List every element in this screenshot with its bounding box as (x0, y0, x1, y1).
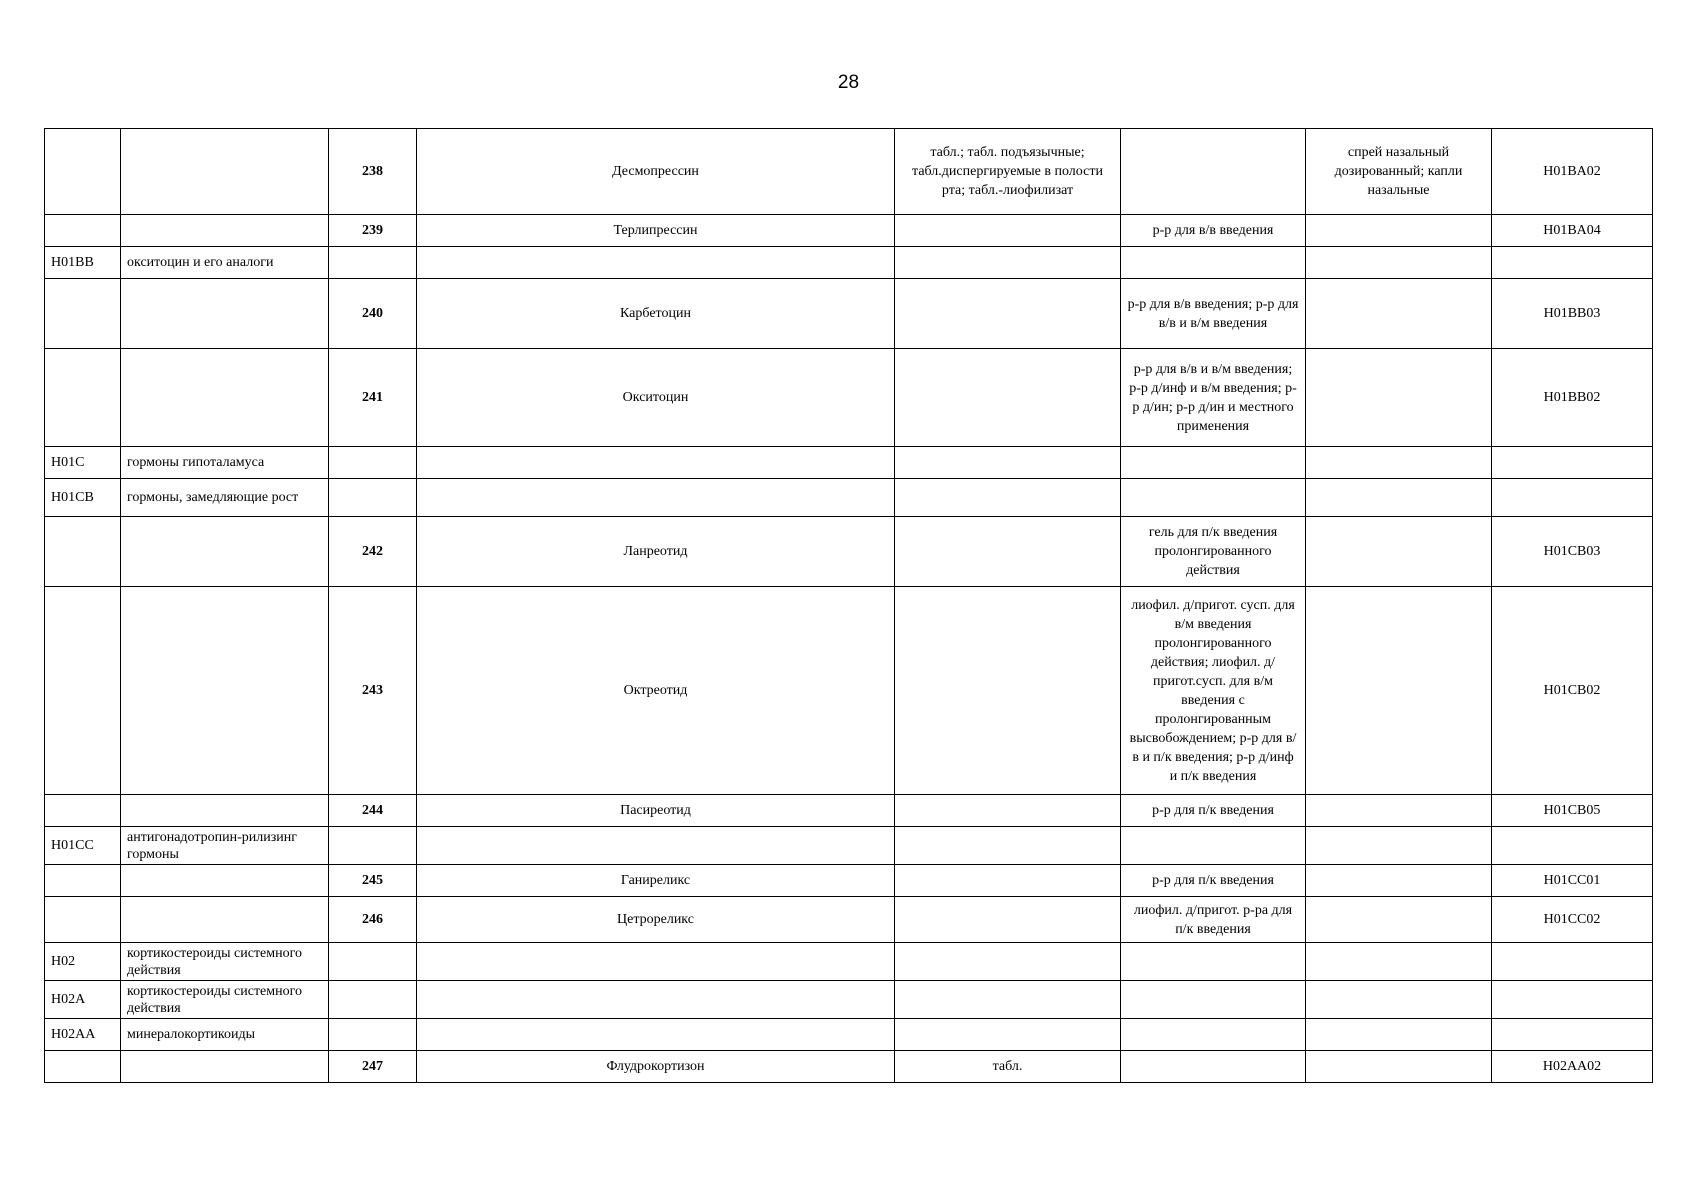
row-number: 246 (329, 897, 417, 943)
atc-group-code (45, 795, 121, 827)
dosage-form-col2: гель для п/к введения пролонгированного действия (1121, 517, 1306, 587)
drug-name (417, 247, 895, 279)
dosage-form-col3 (1306, 517, 1492, 587)
atc-code: H01CC01 (1492, 865, 1653, 897)
dosage-form-col3 (1306, 795, 1492, 827)
atc-group-name: кортикостероиды системного действия (121, 981, 329, 1019)
atc-group-name (121, 587, 329, 795)
atc-code: H02AA02 (1492, 1051, 1653, 1083)
dosage-form-col3 (1306, 897, 1492, 943)
drug-name (417, 981, 895, 1019)
atc-code (1492, 827, 1653, 865)
atc-code: H01CC02 (1492, 897, 1653, 943)
dosage-form-col2: р-р для в/в введения; р-р для в/в и в/м введения (1121, 279, 1306, 349)
atc-group-name (121, 897, 329, 943)
atc-group-name (121, 517, 329, 587)
atc-group-code (45, 897, 121, 943)
atc-code: H01BB02 (1492, 349, 1653, 447)
row-number: 247 (329, 1051, 417, 1083)
table-row (45, 1051, 1653, 1083)
table-row (45, 865, 1653, 897)
row-number (329, 943, 417, 981)
dosage-form-col3 (1306, 981, 1492, 1019)
atc-code (1492, 943, 1653, 981)
atc-group-name (121, 215, 329, 247)
atc-group-name: антигонадотропин-рилизинг гормоны (121, 827, 329, 865)
dosage-form-col3: спрей назальный дозированный; капли назальные (1306, 129, 1492, 215)
table-row (45, 517, 1653, 587)
drug-name: Пасиреотид (417, 795, 895, 827)
dosage-form-col2: лиофил. д/пригот. р-ра для п/к введения (1121, 897, 1306, 943)
row-number: 244 (329, 795, 417, 827)
drug-name: Окситоцин (417, 349, 895, 447)
drug-name: Терлипрессин (417, 215, 895, 247)
dosage-form-col2 (1121, 247, 1306, 279)
atc-group-code: H01C (45, 447, 121, 479)
table-row (45, 981, 1653, 1019)
dosage-form-col1 (895, 279, 1121, 349)
drug-name: Цетрореликс (417, 897, 895, 943)
dosage-form-col1 (895, 215, 1121, 247)
row-number: 240 (329, 279, 417, 349)
row-number: 238 (329, 129, 417, 215)
table-row (45, 795, 1653, 827)
atc-group-code: H01CC (45, 827, 121, 865)
table-row (45, 279, 1653, 349)
atc-group-name: гормоны, замедляющие рост (121, 479, 329, 517)
dosage-form-col3 (1306, 943, 1492, 981)
drug-name (417, 827, 895, 865)
atc-code (1492, 447, 1653, 479)
dosage-form-col3 (1306, 247, 1492, 279)
dosage-form-col1 (895, 447, 1121, 479)
dosage-form-col1 (895, 247, 1121, 279)
table-row (45, 587, 1653, 795)
drug-name: Ганирeликс (417, 865, 895, 897)
atc-group-name: гормоны гипоталамуса (121, 447, 329, 479)
dosage-form-col3 (1306, 447, 1492, 479)
dosage-form-col1 (895, 943, 1121, 981)
row-number (329, 479, 417, 517)
atc-group-code (45, 865, 121, 897)
atc-group-code (45, 1051, 121, 1083)
dosage-form-col1 (895, 517, 1121, 587)
dosage-form-col1 (895, 981, 1121, 1019)
table-row (45, 827, 1653, 865)
drug-name (417, 479, 895, 517)
dosage-form-col2 (1121, 479, 1306, 517)
table-row (45, 247, 1653, 279)
table-row (45, 129, 1653, 215)
dosage-form-col1 (895, 897, 1121, 943)
dosage-form-col3 (1306, 215, 1492, 247)
dosage-form-col3 (1306, 587, 1492, 795)
atc-code: H01CB05 (1492, 795, 1653, 827)
dosage-form-col3 (1306, 279, 1492, 349)
atc-group-code (45, 587, 121, 795)
atc-group-code: H02A (45, 981, 121, 1019)
atc-group-name (121, 1051, 329, 1083)
dosage-form-col1: табл. (895, 1051, 1121, 1083)
dosage-form-col2 (1121, 943, 1306, 981)
dosage-form-col2: р-р для в/в введения (1121, 215, 1306, 247)
table-row (45, 897, 1653, 943)
dosage-form-col3 (1306, 1019, 1492, 1051)
row-number: 241 (329, 349, 417, 447)
dosage-form-col2 (1121, 1019, 1306, 1051)
dosage-form-col1 (895, 1019, 1121, 1051)
drug-name: Флудрокортизон (417, 1051, 895, 1083)
atc-group-name (121, 349, 329, 447)
atc-group-code: H01CB (45, 479, 121, 517)
atc-group-code (45, 215, 121, 247)
table-row (45, 479, 1653, 517)
atc-group-code (45, 279, 121, 349)
dosage-form-col3 (1306, 865, 1492, 897)
atc-group-code: H02 (45, 943, 121, 981)
dosage-form-col2: р-р для в/в и в/м введения; р-р д/инф и в/м введения; р-р д/ин; р-р д/ин и местного применения (1121, 349, 1306, 447)
drug-name: Карбетоцин (417, 279, 895, 349)
row-number (329, 447, 417, 479)
dosage-form-col1: табл.; табл. подъязычные; табл.диспергируемые в полости рта; табл.-лиофилизат (895, 129, 1121, 215)
dosage-form-col3 (1306, 349, 1492, 447)
dosage-form-col2 (1121, 827, 1306, 865)
atc-code (1492, 1019, 1653, 1051)
atc-group-code: H02AA (45, 1019, 121, 1051)
atc-group-name: минералокортикоиды (121, 1019, 329, 1051)
dosage-form-col2 (1121, 447, 1306, 479)
drug-name: Ланреотид (417, 517, 895, 587)
atc-code: H01CB03 (1492, 517, 1653, 587)
drug-name: Октреотид (417, 587, 895, 795)
dosage-form-col2: лиофил. д/пригот. сусп. для в/м введения пролонгированного действия; лиофил. д/пригот.сусп. для в/м введения с пролонгированным высвобождением; р-р для в/в и п/к введения; р-р д/инф и п/к введения (1121, 587, 1306, 795)
atc-code: H01BA02 (1492, 129, 1653, 215)
dosage-form-col1 (895, 827, 1121, 865)
atc-group-code (45, 517, 121, 587)
dosage-form-col3 (1306, 479, 1492, 517)
atc-code (1492, 247, 1653, 279)
atc-group-name: окситоцин и его аналоги (121, 247, 329, 279)
dosage-form-col2: р-р для п/к введения (1121, 865, 1306, 897)
row-number (329, 1019, 417, 1051)
table-row (45, 943, 1653, 981)
dosage-form-col2 (1121, 129, 1306, 215)
atc-group-name (121, 795, 329, 827)
table-row (45, 1019, 1653, 1051)
dosage-form-col3 (1306, 1051, 1492, 1083)
table-row (45, 447, 1653, 479)
row-number: 239 (329, 215, 417, 247)
drug-name: Десмопрессин (417, 129, 895, 215)
drug-name (417, 447, 895, 479)
atc-code (1492, 981, 1653, 1019)
row-number (329, 827, 417, 865)
drug-name (417, 1019, 895, 1051)
row-number (329, 981, 417, 1019)
row-number (329, 247, 417, 279)
dosage-form-col2 (1121, 1051, 1306, 1083)
atc-group-name (121, 129, 329, 215)
atc-group-name (121, 279, 329, 349)
dosage-form-col2 (1121, 981, 1306, 1019)
drug-table (44, 128, 1653, 1083)
atc-group-code (45, 129, 121, 215)
atc-group-code (45, 349, 121, 447)
atc-code: H01BB03 (1492, 279, 1653, 349)
page-number: 28 (837, 72, 860, 93)
atc-group-code: H01BB (45, 247, 121, 279)
dosage-form-col2: р-р для п/к введения (1121, 795, 1306, 827)
atc-code: H01CB02 (1492, 587, 1653, 795)
table-row (45, 349, 1653, 447)
row-number: 243 (329, 587, 417, 795)
dosage-form-col1 (895, 349, 1121, 447)
atc-group-name: кортикостероиды системного действия (121, 943, 329, 981)
dosage-form-col1 (895, 865, 1121, 897)
atc-group-name (121, 865, 329, 897)
row-number: 242 (329, 517, 417, 587)
dosage-form-col3 (1306, 827, 1492, 865)
dosage-form-col1 (895, 795, 1121, 827)
atc-code: H01BA04 (1492, 215, 1653, 247)
dosage-form-col1 (895, 587, 1121, 795)
row-number: 245 (329, 865, 417, 897)
drug-name (417, 943, 895, 981)
table-row (45, 215, 1653, 247)
atc-code (1492, 479, 1653, 517)
dosage-form-col1 (895, 479, 1121, 517)
